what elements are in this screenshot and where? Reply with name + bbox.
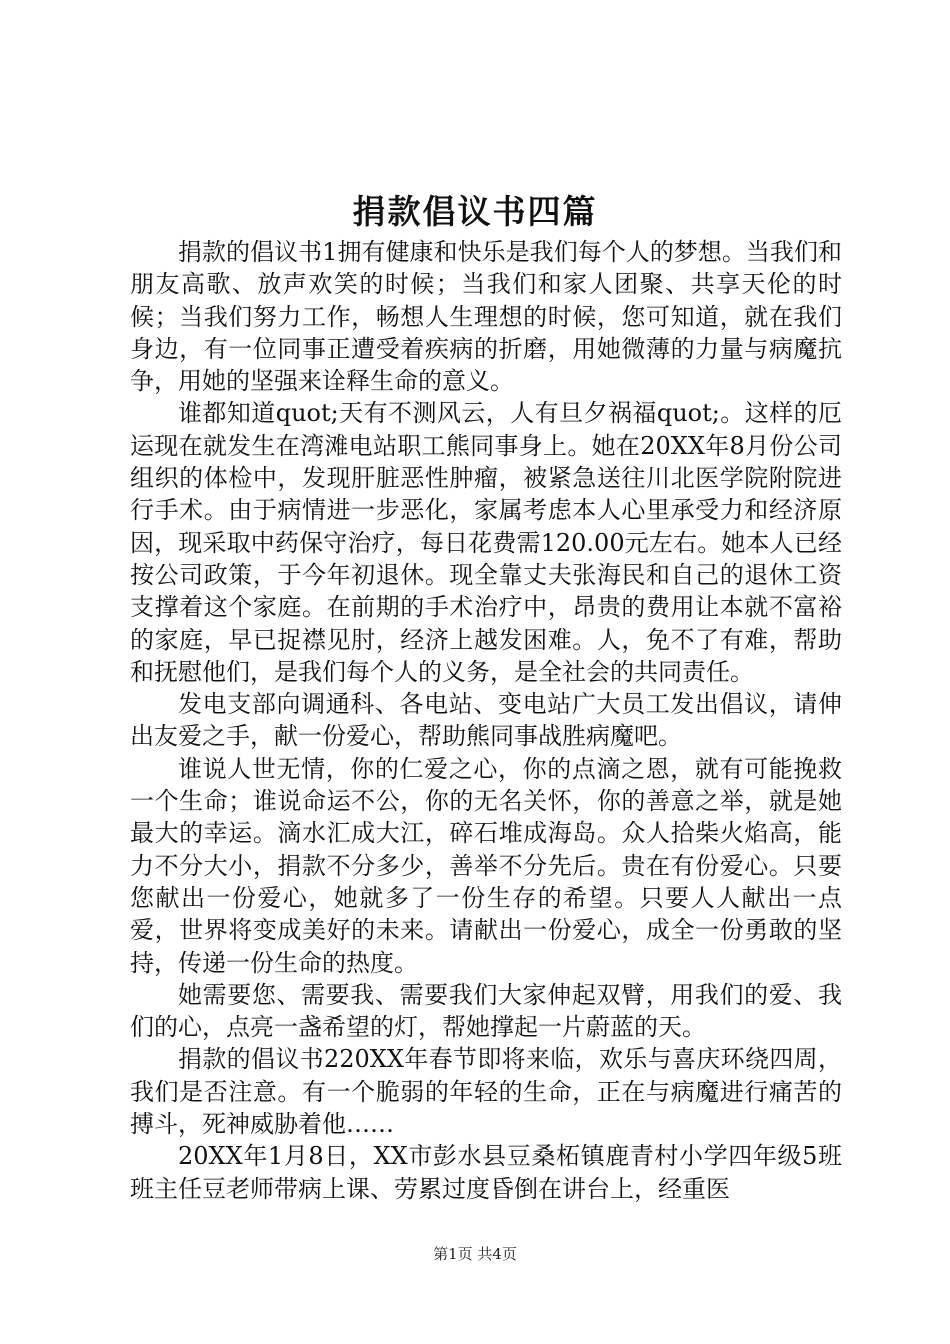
document-body bbox=[130, 236, 842, 1205]
paragraph-5: 她需要您、需要我、需要我们大家伸起双臂，用我们的爱、我们的心，点亮一盏希望的灯，帮她撑起一片蔚蓝的天。 bbox=[130, 980, 842, 1042]
paragraph-6: 捐款的倡议书220XX年春节即将来临，欢乐与喜庆环绕四周，我们是否注意。有一个脆弱的年轻的生命，正在与病魔进行痛苦的搏斗，死神威胁着他…… bbox=[130, 1045, 842, 1139]
paragraph-1: 捐款的倡议书1拥有健康和快乐是我们每个人的梦想。当我们和朋友高歌、放声欢笑的时候；当我们和家人团聚、共享天伦的时候；当我们努力工作，畅想人生理想的时候，您可知道，就在我们身边，有一位同事正遭受着疾病的折磨，用她微薄的力量与病魔抗争，用她的坚强来诠释生命的意义。 bbox=[130, 238, 842, 396]
document-title: 捐款倡议书四篇 bbox=[352, 192, 598, 231]
paragraph-7: 20XX年1月8日，XX市彭水县豆桑柘镇鹿青村小学四年级5班班主任豆老师带病上课、劳累过度昏倒在讲台上，经重医 bbox=[130, 1142, 842, 1203]
paragraph-2: 谁都知道quot;天有不测风云，人有旦夕祸福quot;。这样的厄运现在就发生在湾滩电站职工熊同事身上。她在20XX年8月份公司组织的体检中，发现肝脏恶性肿瘤，被紧急送往川北医学院附院进行手术。由于病情进一步恶化，家属考虑本人心里承受力和经济原因，现采取中药保守治疗，每日花费需120.00元左右。她本人已经按公司政策，于今年初退休。现全靠丈夫张海民和自己的退休工资支撑着这个家庭。在前期的手术治疗中，昂贵的费用让本就不富裕的家庭，早已捉襟见肘，经济上越发困难。人，免不了有难，帮助和抚慰他们，是我们每个人的义务，是全社会的共同责任。 bbox=[130, 399, 842, 686]
paragraph-3: 发电支部向调通科、各电站、变电站广大员工发出倡议，请伸出友爱之手，献一份爱心，帮助熊同事战胜病魔吧。 bbox=[130, 690, 842, 751]
paragraph-4: 谁说人世无情，你的仁爱之心，你的点滴之恩，就有可能挽救一个生命；谁说命运不公，你的无名关怀，你的善意之举，就是她最大的幸运。滴水汇成大江，碎石堆成海岛。众人拾柴火焰高，能力不分大小，捐款不分多少，善举不分先后。贵在有份爱心。只要您献出一份爱心，她就多了一份生存的希望。只要人人献出一点爱，世界将变成美好的未来。请献出一份爱心，成全一份勇敢的坚持，传递一份生命的热度。 bbox=[130, 754, 842, 977]
page-footer: 第1页 共4页 bbox=[433, 1245, 517, 1263]
